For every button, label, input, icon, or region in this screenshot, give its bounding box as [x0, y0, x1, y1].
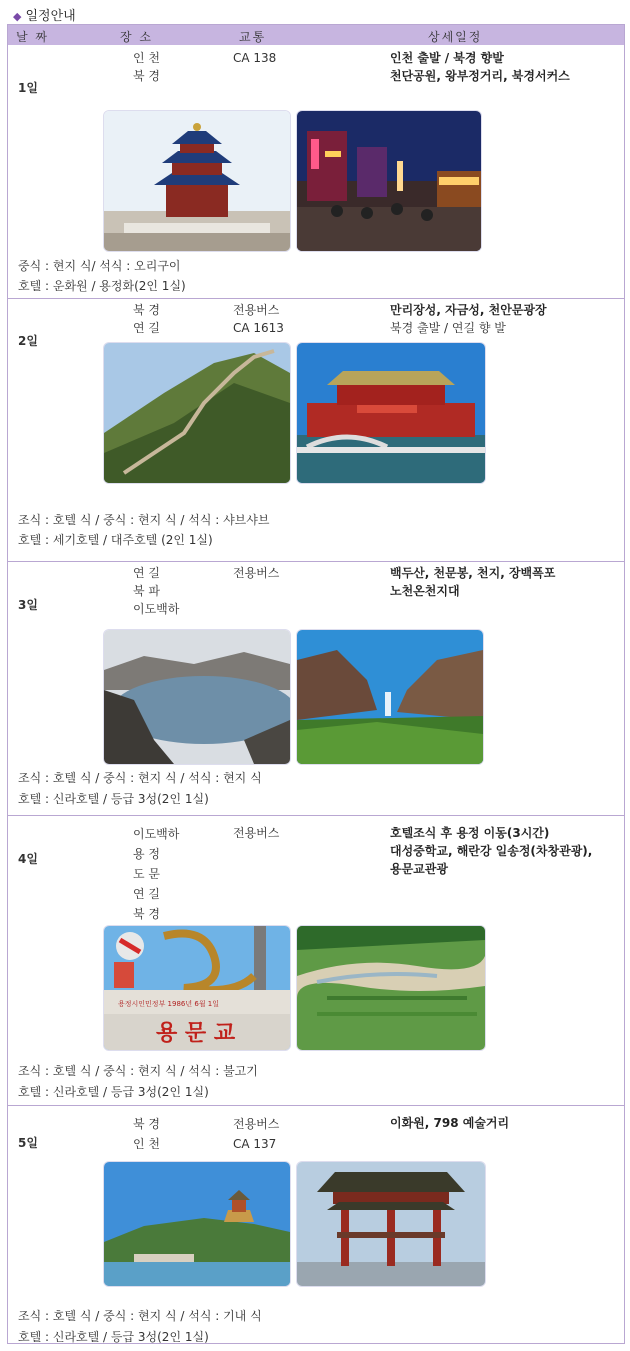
hotel-info: 호텔 : 신라호텔 / 등급 3성(2인 1실): [18, 792, 209, 806]
photo-tiananmen: [297, 343, 485, 483]
header-detail: 상세일정: [428, 30, 483, 44]
day-label: 5일: [18, 1136, 38, 1150]
sign-small-text: 용정시인민정부 1986년 6월 1일: [118, 1000, 220, 1008]
day-label: 2일: [18, 334, 38, 348]
hotel-info: 호텔 : 신라호텔 / 등급 3성(2인 1실): [18, 1330, 209, 1344]
photo-pavilion: [297, 1162, 485, 1286]
place-list: 이도백하 용 정 도 문 연 길 북 경: [133, 827, 180, 921]
meal-info: 조식 : 호텔 식 / 중식 : 현지 식 / 석식 : 현지 식: [18, 771, 262, 785]
day-row-4: [8, 815, 624, 1105]
header-day: 날 짜: [16, 30, 49, 44]
photo-changbai-waterfall: [297, 630, 483, 764]
photo-great-wall: [104, 343, 290, 483]
place-list: 연 길 북 파 이도백하: [133, 566, 180, 616]
meal-info: 조식 : 호텔 식 / 중식 : 현지 식 / 석식 : 샤브샤브: [18, 513, 270, 527]
place-list: 인 천 북 경: [133, 51, 160, 83]
meal-info: 조식 : 호텔 식 / 중식 : 현지 식 / 석식 : 불고기: [18, 1064, 258, 1078]
detail-list: 이화원, 798 예술거리: [390, 1116, 510, 1130]
hotel-info: 호텔 : 세기호텔 / 대주호텔 (2인 1실): [18, 533, 213, 547]
detail-list: 만리장성, 자금성, 천안문광장 북경 출발 / 연길 향 발: [390, 303, 547, 335]
detail-list: 인천 출발 / 북경 향발 천단공원, 왕부정거리, 북경서커스: [390, 51, 570, 83]
day-row-1: [8, 45, 624, 297]
detail-list: 백두산, 천문봉, 천지, 장백폭포 노천온천지대: [390, 566, 556, 598]
photo-wangfujing-street: [297, 111, 481, 251]
meal-info: 중식 : 현지 식/ 석식 : 오리구이: [18, 259, 181, 273]
transport-list: 전용버스 CA 1613: [233, 303, 284, 335]
photo-haeran-river: [297, 926, 485, 1050]
day-label: 4일: [18, 852, 38, 866]
diamond-bullet-icon: ◆: [13, 10, 22, 23]
transport-list: 전용버스: [233, 566, 280, 580]
transport-list: 전용버스: [233, 826, 280, 840]
hotel-info: 호텔 : 신라호텔 / 등급 3성(2인 1실): [18, 1085, 209, 1099]
header-transport: 교통: [239, 30, 267, 44]
photo-heaven-lake: [104, 630, 290, 764]
itinerary-table: [7, 24, 625, 1344]
place-list: 북 경 인 천: [133, 1117, 160, 1151]
photo-summer-palace: [104, 1162, 290, 1286]
day-row-5: [8, 1105, 624, 1344]
transport-list: CA 138: [233, 51, 277, 65]
table-header: [8, 25, 624, 45]
photo-temple-of-heaven: [104, 111, 290, 251]
section-title: ◆ 일정안내: [13, 9, 76, 24]
photo-dragon-gate-bridge: [104, 926, 290, 1050]
header-place: 장 소: [120, 30, 153, 44]
hotel-info: 호텔 : 운화원 / 용정화(2인 1실): [18, 279, 186, 293]
day-row-2: [8, 298, 624, 561]
place-list: 북 경 연 길: [133, 303, 160, 335]
meal-info: 조식 : 호텔 식 / 중식 : 현지 식 / 석식 : 기내 식: [18, 1309, 262, 1323]
transport-list: 전용버스 CA 137: [233, 1117, 280, 1151]
day-row-3: [8, 561, 624, 815]
sign-text: 용 문 교: [156, 1021, 236, 1046]
detail-list: 호텔조식 후 용정 이동(3시간) 대성중학교, 해란강 일송정(차창관광), 용문교관광: [390, 826, 593, 876]
day-label: 1일: [18, 81, 38, 95]
day-label: 3일: [18, 598, 38, 612]
